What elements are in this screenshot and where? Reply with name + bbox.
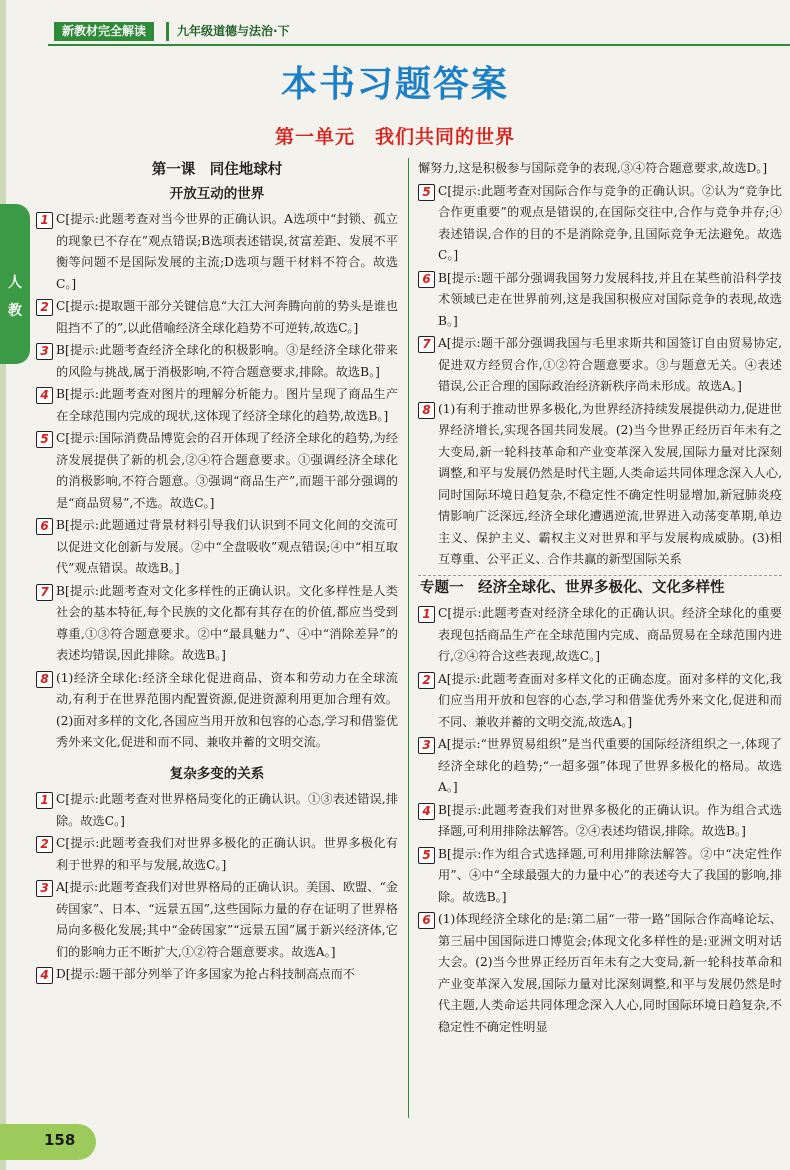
answer-number-badge: 5 [418,847,435,864]
answer-item [418,333,782,398]
answer-text: A[提示:题干部分强调我国与毛里求斯共和国签订自由贸易协定,促进双方经贸合作,①②符合题意要求。③与题意无关。④表述错误,公正合理的国际政治经济新秩序尚未形成。故选A。] [438,336,782,393]
answer-number-badge: 4 [36,967,53,984]
side-tab-char-2: 教 [8,303,22,319]
answer-text: B[提示:题干部分强调我国努力发展科技,并且在某些前沿科学技术领域已走在世界前列,这是我国积极应对国际竞争的表现,故选B。] [438,270,782,328]
section-title-complex-relations: 复杂多变的关系 [169,765,265,782]
answer-item [418,268,782,333]
left-column [36,158,398,987]
answer-number-badge: 3 [36,880,53,897]
answer-text: C[提示:国际消费品博览会的召开体现了经济全球化的趋势,为经济发展提供了新的机会,②④符合题意要求。①强调经济全球化的消极影响,不符合题意。③强调“商品生产”,而题干部分强调的是“商品贸易”,不选。故选C。] [56,431,398,510]
answer-number-badge: 6 [36,518,53,535]
answer-text: (1)体现经济全球化的是:第二届“一带一路”国际合作高峰论坛、第三届中国国际进口博览会;体现文化多样性的是:亚洲文明对话大会。(2)当今世界正经历百年未有之大变局,新一轮科技革命和产业变革深入发展,国际力量对比深刻调整,和平与发展仍然是时代主题,人类命运共同体理念深入人心,同时国际环境日趋复杂,不稳定性不确定性明显 [438,912,782,1034]
answer-number-badge: 5 [418,184,435,201]
unit-title: 第一单元 我们共同的世界 [274,126,515,148]
answer-number-badge: 1 [36,212,53,229]
answer-number-badge: 6 [418,912,435,929]
answer-item [418,399,782,571]
answer-text: A[提示:“世界贸易组织”是当代重要的国际经济组织之一,体现了经济全球化的趋势;“一超多强”体现了世界多极化的格局。故选A。] [438,737,782,794]
answer-number-badge: 2 [418,672,435,689]
answer-item [418,603,782,668]
answer-number-badge: 1 [36,792,53,809]
section-answers-topic-one [418,603,782,1038]
answer-text: C[提示:此题考查对世界格局变化的正确认识。①③表述错误,排除。故选C。] [56,792,398,828]
answer-number-badge: 2 [36,836,53,853]
answer-text: C[提示:此题考查我们对世界多极化的正确认识。世界多极化有利于世界的和平与发展,故选C。] [56,836,398,872]
answer-continuation: 懈努力,这是积极参与国际竞争的表现,③④符合题意要求,故选D。] [418,161,768,175]
side-tab-char-1: 人 [8,275,22,291]
answer-item [36,384,398,427]
page-header [0,0,790,48]
answer-item [36,789,398,832]
answer-item [36,428,398,514]
answer-item [36,581,398,667]
answer-text: C[提示:此题考查对国际合作与竞争的正确认识。②认为“竞争比合作更重要”的观点是错误的,在国际交往中,合作与竞争并存;④表述错误,合作的目的不是消除竞争,且国际竞争无法避免。故选C。] [438,183,782,262]
answer-number-badge: 7 [36,584,53,601]
answer-item [418,909,782,1038]
answer-text: B[提示:此题考查经济全球化的积极影响。③是经济全球化带来的风险与挑战,属于消极影响,不符合题意要求,排除。故选B。] [56,343,398,379]
topic-title: 专题一 经济全球化、世界多极化、文化多样性 [418,575,782,604]
column-divider [408,158,409,1118]
page-title: 本书习题答案 [280,64,509,105]
answer-text: (1)有利于推动世界多极化,为世界经济持续发展提供动力,促进世界经济增长,实现各国共同发展。(2)当今世界正经历百年未有之大变局,新一轮科技革命和产业变革深入发展,国际力量对比深刻调整,和平与发展仍然是时代主题,人类命运共同体理念深入人心,同时国际环境日趋复杂,不稳定性不确定性明显增加,新冠肺炎疫情影响广泛深远,经济全球化遭遇逆流,世界进入动荡变革期,单边主义、保护主义、霸权主义对世界和平与发展构成威胁。(3)相互尊重、公平正义、合作共赢的新型国际关系 [438,401,782,566]
answer-item [418,181,782,267]
answer-number-badge: 3 [418,737,435,754]
page-number-box [0,1124,96,1160]
answer-number-badge: 6 [418,271,435,288]
answer-number-badge: 5 [36,431,53,448]
series-label: 新教材完全解读 [54,22,154,41]
answer-number-badge: 7 [418,336,435,353]
left-edge-stripe [0,0,6,1170]
side-tab [0,204,30,364]
answer-item [418,734,782,799]
answer-item [36,515,398,580]
answer-text: D[提示:题干部分列举了许多国家为抢占科技制高点而不 [56,967,355,981]
answer-number-badge: 4 [36,387,53,404]
answer-text: B[提示:此题考查我们对世界多极化的正确认识。作为组合式选择题,可利用排除法解答。②④表述均错误,排除。故选B。] [438,802,782,838]
header-rule [48,44,790,46]
right-column [418,158,782,1039]
section-answers-open-world [36,209,398,754]
answer-item [36,209,398,295]
answer-number-badge: 4 [418,803,435,820]
section-title-open-world: 开放互动的世界 [169,185,265,202]
answer-text: C[提示:此题考查对经济全球化的正确认识。经济全球化的重要表现包括商品生产在全球范围内完成、商品贸易在全球范围内进行,②④符合这些表现,故选C。] [438,606,782,663]
answer-text: (1)经济全球化:经济全球化促进商品、资本和劳动力在全球流动,有利于在世界范围内配置资源,促进资源利用更加合理有效。(2)面对多样的文化,各国应当用开放和包容的心态,学习和借鉴优秀外来文化,促进和而不同、兼收并蓄的文明交流。 [56,670,398,749]
answer-text: A[提示:此题考查我们对世界格局的正确认识。美国、欧盟、“金砖国家”、日本、“远景五国”,这些国际力量的存在证明了世界格局向多极化发展;其中“金砖国家”“远景五国”属于新兴经济体,它们的影响力正不断扩大,①②符合题意要求。故选A。] [56,880,398,959]
answer-number-badge: 2 [36,299,53,316]
section-answers-lesson-cont [418,181,782,571]
page-number: 158 [44,1131,76,1149]
answer-item [36,296,398,339]
answer-item [418,800,782,843]
answer-text: B[提示:此题考查对文化多样性的正确认识。文化多样性是人类社会的基本特征,每个民族的文化都有其存在的价值,都应当受到尊重,①③符合题意要求。②中“最具魅力”、④中“消除差异”的表述均错误,因此排除。故选B。] [56,583,398,662]
answer-number-badge: 8 [36,671,53,688]
answer-number-badge: 3 [36,343,53,360]
answer-text: B[提示:此题通过背景材料引导我们认识到不同文化间的交流可以促进文化创新与发展。②中“全盘吸收”观点错误;④中“相互取代”观点错误。故选B。] [56,518,398,575]
answer-text: C[提示:提取题干部分关键信息“大江大河奔腾向前的势头是谁也阻挡不了的”,以此借喻经济全球化趋势不可逆转,故选C。] [56,299,398,335]
answer-item [36,877,398,963]
answer-item [36,964,398,986]
answer-text: B[提示:此题考查对图片的理解分析能力。图片呈现了商品生产在全球范围内完成的现状,这体现了经济全球化的趋势,故选B。] [56,387,398,423]
answer-number-badge: 1 [418,606,435,623]
answer-item [418,669,782,734]
answer-item [36,833,398,876]
answer-text: C[提示:此题考查对当今世界的正确认识。A选项中“封锁、孤立的现象已不存在”观点错误;B选项表述错误,贫富差距、发展不平衡等问题不是国际发展的主流;D选项与题干材料不符合。故选C。] [56,212,398,291]
lesson-title: 第一课 同住地球村 [151,162,283,178]
answer-number-badge: 8 [418,402,435,419]
answer-item [36,668,398,754]
answer-item [418,844,782,909]
answer-item [36,340,398,383]
answer-text: A[提示:此题考查面对多样文化的正确态度。面对多样的文化,我们应当用开放和包容的心态,学习和借鉴优秀外来文化,促进和而不同、兼收并蓄的文明交流,故选A。] [438,671,782,729]
subject-label: 九年级道德与法治·下 [166,22,298,41]
section-answers-complex-relations [36,789,398,986]
answer-text: B[提示:作为组合式选择题,可利用排除法解答。②中“决定性作用”、④中“全球最强大的力量中心”的表述夸大了我国的影响,排除。故选B。] [438,846,782,904]
